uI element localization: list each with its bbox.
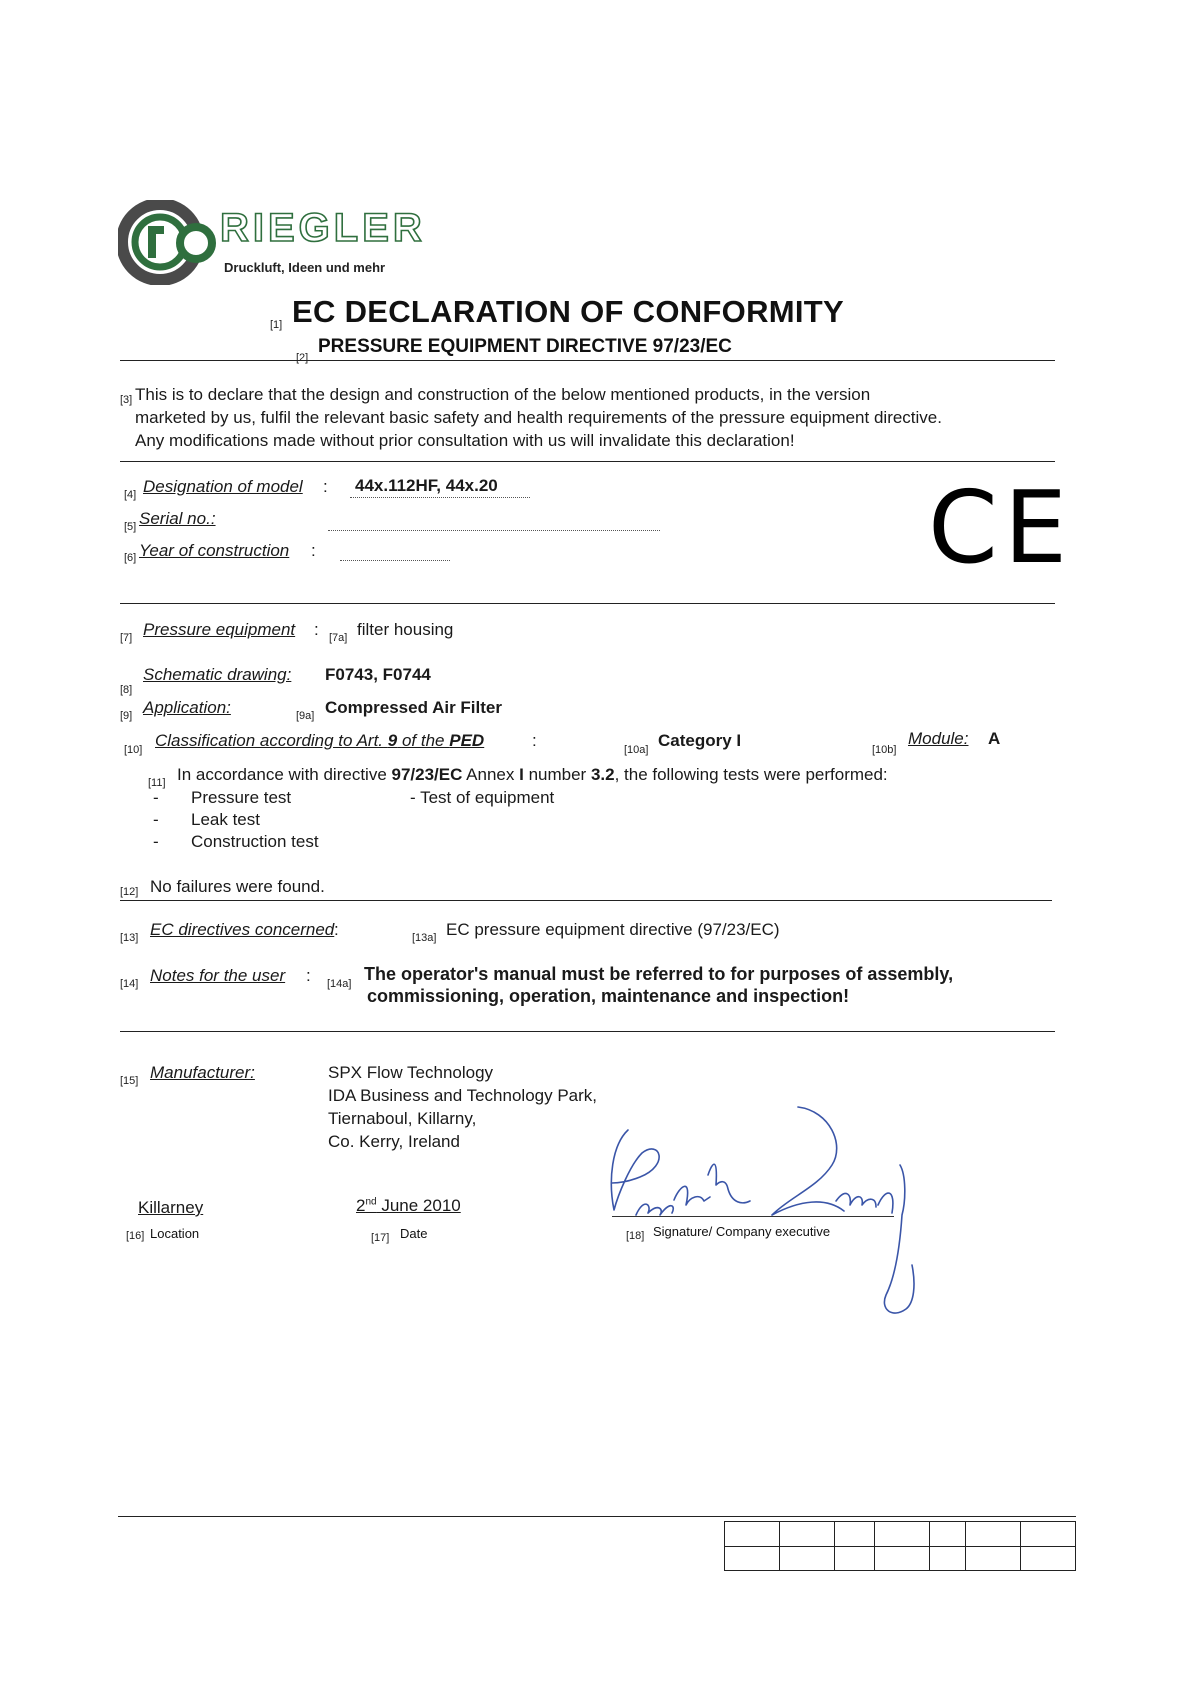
model-value: 44x.112HF, 44x.20 [355, 476, 498, 495]
directives-label: EC directives concerned [150, 920, 335, 939]
grid-cell [930, 1546, 965, 1571]
pressure-number: [7] [120, 632, 133, 644]
grid-cell [930, 1522, 965, 1547]
intro-line-3: Any modifications made without prior consultation with us will invalidate this declaration! [135, 431, 795, 450]
manufacturer-line: IDA Business and Technology Park, [328, 1086, 598, 1105]
manufacturer-number: [15] [120, 1075, 139, 1087]
grid-cell [1020, 1546, 1075, 1571]
manufacturer-line: Co. Kerry, Ireland [328, 1132, 460, 1151]
year-colon: : [311, 541, 316, 560]
notes-label: Notes for the user [150, 966, 286, 985]
signature-label: Signature/ Company executive [653, 1224, 831, 1239]
model-value-line [350, 497, 530, 498]
bullet-dash: - [153, 810, 159, 829]
test-item: Pressure test [191, 788, 292, 807]
notes-line-1: The operator's manual must be referred to for purposes of assembly, [364, 964, 954, 984]
module-number: [10b] [872, 744, 897, 756]
drawing-label: Schematic drawing: [143, 665, 292, 684]
document-title: EC DECLARATION OF CONFORMITY [292, 294, 845, 329]
grid-cell [965, 1522, 1020, 1547]
company-logo [118, 200, 448, 285]
intro-line-2: marketed by us, fulfil the relevant basic safety and health requirements of the pressure equipment directive. [135, 408, 942, 427]
serial-field [328, 530, 660, 531]
classification-label: Classification according to Art. 9 of the PED [155, 731, 485, 750]
location-label: Location [150, 1226, 200, 1241]
grid-cell [780, 1546, 835, 1571]
directives-value-number: [13a] [412, 932, 437, 944]
category-value: Category I [658, 731, 742, 750]
grid-cell [835, 1546, 875, 1571]
test-item: Leak test [191, 810, 260, 829]
footer-divider [118, 1516, 1076, 1517]
failures-text: No failures were found. [150, 877, 325, 896]
tests-number: [11] [148, 777, 166, 789]
grid-cell [780, 1522, 835, 1547]
intro-line-1: This is to declare that the design and construction of the below mentioned products, in the version [135, 385, 871, 404]
classification-number: [10] [124, 744, 143, 756]
application-label: Application: [143, 698, 231, 717]
divider [120, 360, 1055, 361]
model-label: Designation of model [143, 477, 303, 496]
module-value: A [988, 729, 1001, 748]
module-label: Module: [908, 729, 969, 748]
divider [120, 603, 1055, 604]
manufacturer-line: Tiernaboul, Killarny, [328, 1109, 477, 1128]
serial-label: Serial no.: [139, 509, 216, 528]
bullet-dash: - [153, 788, 159, 807]
grid-row [725, 1546, 1076, 1571]
directives-value: EC pressure equipment directive (97/23/EC) [446, 920, 780, 939]
intro-number: [3] [120, 394, 133, 406]
location-number: [16] [126, 1230, 145, 1242]
bullet-dash: - [153, 832, 159, 851]
test-item-extra: - Test of equipment [410, 788, 555, 807]
notes-value-number: [14a] [327, 978, 352, 990]
model-number: [4] [124, 489, 137, 501]
manufacturer-line: SPX Flow Technology [328, 1063, 494, 1082]
ce-mark: CE [928, 469, 1074, 586]
title-number: [1] [270, 319, 283, 331]
test-item: Construction test [191, 832, 319, 851]
grid-cell [1020, 1522, 1075, 1547]
serial-number: [5] [124, 521, 137, 533]
notes-colon: : [306, 966, 311, 985]
signature-number: [18] [626, 1230, 645, 1242]
grid-cell [875, 1546, 930, 1571]
grid-cell [725, 1522, 780, 1547]
pressure-colon: : [314, 620, 319, 639]
directives-colon: : [334, 920, 339, 939]
pressure-value: filter housing [357, 620, 454, 639]
classification-colon: : [532, 731, 537, 750]
year-field [340, 560, 450, 561]
pressure-value-number: [7a] [329, 632, 348, 644]
divider [120, 1031, 1055, 1032]
year-label: Year of construction [139, 541, 290, 560]
category-number: [10a] [624, 744, 649, 756]
notes-line-2: commissioning, operation, maintenance and inspection! [367, 986, 850, 1006]
application-value-number: [9a] [296, 710, 315, 722]
manufacturer-label: Manufacturer: [150, 1063, 255, 1082]
model-colon: : [323, 477, 328, 496]
grid-cell [835, 1522, 875, 1547]
grid-cell [965, 1546, 1020, 1571]
logo-mark-icon [118, 200, 228, 285]
drawing-number: [8] [120, 684, 133, 696]
tests-intro: In accordance with directive 97/23/EC Annex I number 3.2, the following tests were performed: [177, 765, 888, 784]
year-number: [6] [124, 552, 137, 564]
document-subtitle: PRESSURE EQUIPMENT DIRECTIVE 97/23/EC [318, 336, 732, 357]
location-value: Killarney [138, 1198, 204, 1217]
notes-number: [14] [120, 978, 139, 990]
failures-number: [12] [120, 886, 139, 898]
directives-number: [13] [120, 932, 139, 944]
logo-brand: RIEGLER [220, 206, 426, 250]
grid-row [725, 1522, 1076, 1547]
grid-cell [725, 1546, 780, 1571]
date-number: [17] [371, 1232, 390, 1244]
grid-cell [875, 1522, 930, 1547]
divider [120, 461, 1055, 462]
application-number: [9] [120, 710, 133, 722]
logo-tagline: Druckluft, Ideen und mehr [224, 260, 386, 275]
revision-grid [724, 1521, 1076, 1571]
application-value: Compressed Air Filter [325, 698, 502, 717]
divider [120, 900, 1052, 901]
handwritten-signature-icon [600, 1105, 930, 1320]
pressure-label: Pressure equipment [143, 620, 296, 639]
subtitle-number: [2] [296, 352, 309, 364]
date-label: Date [400, 1226, 428, 1241]
drawing-value: F0743, F0744 [325, 665, 431, 684]
date-value: 2nd June 2010 [356, 1196, 461, 1215]
